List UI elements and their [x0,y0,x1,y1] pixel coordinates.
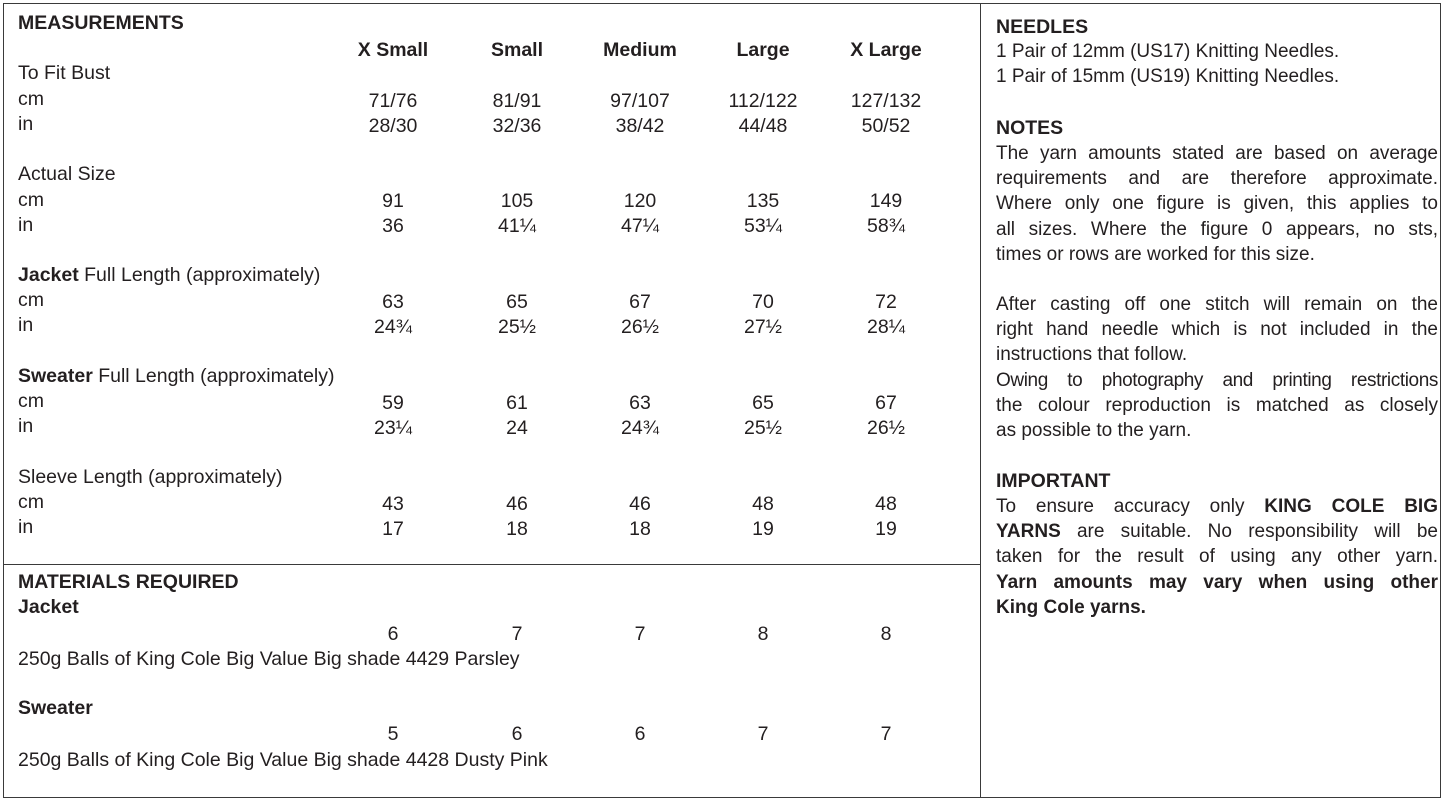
value-cell: 18 [629,518,651,540]
value-cell: 105 [500,190,534,212]
important-warning-line: King Cole yarns. [996,596,1146,618]
measurements-heading: MEASUREMENTS [18,12,184,34]
important-line: taken for the result of using any other yarn. [996,546,1438,568]
important-brand: KING COLE BIG [1264,496,1438,517]
notes-paragraph-1 [996,141,1438,267]
value-cell: 59 [382,392,404,414]
group-label-sleeve-length [18,465,282,489]
group-label-text: Full Length (approximately) [78,264,321,286]
value-cell: 28¼ [867,316,905,338]
notes-line: all sizes. Where the figure 0 appears, no sts, [996,218,1438,240]
value-cell: 67 [875,392,897,414]
group-label-jacket-length [18,263,320,287]
material-count: 7 [757,723,769,745]
unit-cm-label: cm [18,390,44,412]
value-cell: 135 [746,190,780,212]
unit-in-label: in [18,415,34,437]
notes-line: the colour reproduction is matched as closely [996,395,1438,417]
material-count: 8 [757,623,769,645]
unit-in-label: in [18,214,34,236]
value-cell: 27½ [744,316,782,338]
materials-heading: MATERIALS REQUIRED [18,571,239,593]
group-label-text: Full Length (approximately) [92,365,335,387]
value-cell: 67 [629,291,651,313]
value-cell: 48 [752,493,774,515]
unit-cm-label: cm [18,189,44,211]
value-cell: 70 [752,291,774,313]
important-line [996,494,1438,519]
material-count: 6 [634,723,646,745]
important-brand: YARNS [996,521,1061,543]
notes-paragraph-2 [996,292,1438,368]
material-description-sweater: 250g Balls of King Cole Big Value Big shade 4428 Dusty Pink [18,749,548,771]
notes-line: instructions that follow. [996,344,1188,366]
notes-line: Where only one figure is given, this applies to [996,193,1438,215]
group-label-text: Actual Size [18,163,116,185]
value-cell: 38/42 [615,115,665,137]
value-cell: 120 [623,190,657,212]
value-cell: 50/52 [861,115,911,137]
value-cell: 48 [875,493,897,515]
value-cell: 43 [382,493,404,515]
value-cell: 28/30 [368,115,418,137]
important-warning-line: Yarn amounts may vary when using other [996,571,1438,593]
value-cell: 58¾ [867,215,905,237]
unit-cm-label: cm [18,491,44,513]
material-count: 5 [387,723,399,745]
value-cell: 32/36 [492,115,542,137]
value-cell: 61 [506,392,528,414]
important-heading: IMPORTANT [996,470,1111,492]
value-cell: 19 [875,518,897,540]
value-cell: 46 [506,493,528,515]
value-cell: 18 [506,518,528,540]
value-cell: 81/91 [492,90,542,112]
value-cell: 19 [752,518,774,540]
important-line [996,519,1438,544]
value-cell: 23¼ [374,417,412,439]
group-label-actual-size [18,162,116,186]
value-cell: 17 [382,518,404,540]
value-cell: 91 [382,190,404,212]
value-cell: 44/48 [738,115,788,137]
value-cell: 65 [506,291,528,313]
group-label-text: To Fit Bust [18,62,111,84]
value-cell: 63 [629,392,651,414]
important-text: To ensure accuracy only [996,496,1265,517]
material-count: 7 [634,623,646,645]
group-label-bold: Sweater [18,365,93,387]
notes-heading: NOTES [996,117,1064,139]
value-cell: 97/107 [610,90,670,112]
notes-line: After casting off one stitch will remain on the [996,294,1438,315]
value-cell: 24 [506,417,528,439]
value-cell: 24¾ [621,417,659,439]
notes-line: times or rows are worked for this size. [996,243,1315,265]
column-large: Large [736,39,790,61]
group-label-bold: Jacket [18,264,79,286]
unit-cm-label: cm [18,289,44,311]
important-text: are suitable. No responsibility will be [1060,521,1438,543]
column-x-small: X Small [357,39,429,61]
notes-line: The yarn amounts stated are based on average [996,143,1438,164]
column-medium: Medium [603,39,677,61]
value-cell: 25½ [744,417,782,439]
group-label-text: Sleeve Length (approximately) [18,466,283,488]
value-cell: 46 [629,493,651,515]
materials-divider [3,564,981,565]
material-count: 6 [511,723,523,745]
material-description-jacket: 250g Balls of King Cole Big Value Big shade 4429 Parsley [18,648,520,670]
value-cell: 24¾ [374,316,412,338]
value-cell: 25½ [498,316,536,338]
value-cell: 71/76 [368,90,418,112]
notes-line: right hand needle which is not included in the [996,319,1438,341]
value-cell: 127/132 [850,90,922,112]
column-x-large: X Large [850,39,922,61]
material-title-sweater: Sweater [18,697,93,719]
column-small: Small [490,39,544,61]
value-cell: 36 [382,215,404,237]
needle-line: 1 Pair of 15mm (US19) Knitting Needles. [996,66,1340,87]
material-count: 8 [880,623,892,645]
unit-cm-label: cm [18,88,44,110]
value-cell: 72 [875,291,897,313]
group-label-sweater-length [18,364,335,388]
value-cell: 26½ [621,316,659,338]
value-cell: 112/122 [728,90,798,112]
material-count: 6 [387,623,399,645]
material-count: 7 [880,723,892,745]
needles-heading: NEEDLES [996,16,1089,38]
value-cell: 41¼ [498,215,536,237]
needle-line: 1 Pair of 12mm (US17) Knitting Needles. [996,41,1340,62]
value-cell: 149 [869,190,903,212]
value-cell: 65 [752,392,774,414]
value-cell: 53¼ [744,215,782,237]
notes-paragraph-3 [996,368,1438,444]
notes-line: requirements and are therefore approximate. [996,168,1438,190]
material-count: 7 [511,623,523,645]
material-title-jacket: Jacket [18,596,79,618]
unit-in-label: in [18,516,34,538]
unit-in-label: in [18,113,34,135]
value-cell: 63 [382,291,404,313]
group-label-to-fit-bust [18,61,110,85]
notes-line: Owing to photography and printing restrictions [996,370,1438,391]
important-paragraph [996,494,1438,620]
notes-line: as possible to the yarn. [996,420,1192,442]
value-cell: 26½ [867,417,905,439]
value-cell: 47¼ [621,215,659,237]
unit-in-label: in [18,314,34,336]
